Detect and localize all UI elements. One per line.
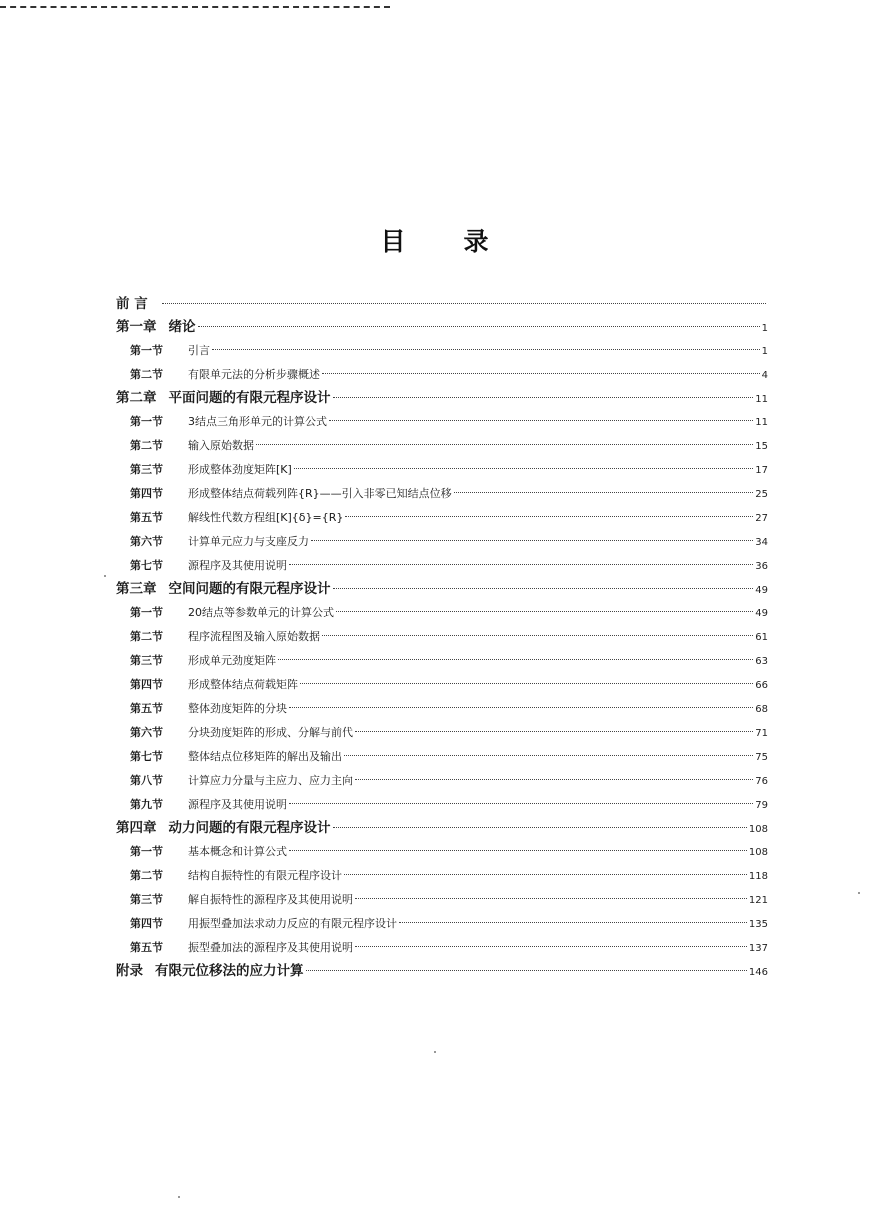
- toc-section-entry[interactable]: [116, 721, 768, 745]
- title-char-right: 录: [463, 227, 489, 256]
- dot-leader: [300, 683, 753, 684]
- entry-title: 计算单元应力与支座反力: [188, 535, 309, 548]
- entry-label: 第五节: [130, 702, 163, 715]
- entry-label: 第一节: [130, 344, 163, 357]
- page-number: 49: [755, 608, 768, 619]
- entry-title: 形成整体结点荷载列阵{R}——引入非零已知结点位移: [188, 487, 452, 500]
- page-number: 75: [755, 752, 768, 763]
- entry-label: 第一节: [130, 845, 163, 858]
- entry-title: 动力问题的有限元程序设计: [168, 820, 331, 836]
- entry-label: 第一节: [130, 606, 163, 619]
- page-number: 1: [761, 323, 768, 334]
- dot-leader: [355, 731, 753, 732]
- toc-section-entry[interactable]: [116, 673, 768, 697]
- dot-leader: [333, 397, 754, 398]
- page-number: 11: [755, 394, 768, 405]
- entry-label: 第七节: [130, 559, 163, 572]
- page-number: 66: [755, 680, 768, 691]
- entry-title: 有限单元法的分析步骤概述: [188, 368, 320, 381]
- page-number: 11: [755, 417, 768, 428]
- toc-section-entry[interactable]: [116, 601, 768, 625]
- page-number: 25: [755, 489, 768, 500]
- entry-title: 引言: [188, 344, 210, 357]
- dot-leader: [294, 468, 753, 469]
- entry-title: 输入原始数据: [188, 439, 254, 452]
- entry-label: 第三节: [130, 463, 163, 476]
- page-number: 79: [755, 800, 768, 811]
- dot-leader: [198, 326, 760, 327]
- dot-leader: [212, 349, 760, 350]
- entry-title: 解自振特性的源程序及其使用说明: [188, 893, 353, 906]
- dot-leader: [399, 922, 747, 923]
- entry-label: 第三章: [116, 581, 157, 597]
- toc-section-entry[interactable]: [116, 840, 768, 864]
- toc-section-entry[interactable]: [116, 697, 768, 721]
- entry-title: 20结点等参数单元的计算公式: [188, 606, 334, 619]
- entry-title: 整体结点位移矩阵的解出及输出: [188, 750, 342, 763]
- page-number: 121: [748, 895, 768, 906]
- toc-chapter-entry[interactable]: [116, 293, 768, 316]
- dot-leader: [333, 827, 747, 828]
- entry-label: 第五节: [130, 511, 163, 524]
- entry-label: 第二节: [130, 368, 163, 381]
- entry-label: 第四章: [116, 820, 157, 836]
- toc-section-entry[interactable]: [116, 530, 768, 554]
- toc-chapter-entry[interactable]: [116, 578, 768, 601]
- page-number: 71: [755, 728, 768, 739]
- dot-leader: [355, 946, 747, 947]
- entry-label: 第九节: [130, 798, 163, 811]
- dot-leader: [344, 874, 747, 875]
- entry-title: 有限元位移法的应力计算: [155, 963, 304, 979]
- toc-section-entry[interactable]: [116, 339, 768, 363]
- entry-label: 第三节: [130, 654, 163, 667]
- toc-chapter-entry[interactable]: [116, 960, 768, 983]
- toc-chapter-entry[interactable]: [116, 817, 768, 840]
- table-of-contents: [116, 293, 768, 983]
- page-number: 61: [755, 632, 768, 643]
- dot-leader: [454, 492, 754, 493]
- dot-leader: [289, 707, 753, 708]
- page-number: 76: [755, 776, 768, 787]
- entry-title: 形成整体劲度矩阵[K]: [188, 463, 292, 476]
- toc-section-entry[interactable]: [116, 554, 768, 578]
- entry-label: 第二节: [130, 869, 163, 882]
- page-number: 135: [748, 919, 768, 930]
- entry-label: 第五节: [130, 941, 163, 954]
- toc-section-entry[interactable]: [116, 458, 768, 482]
- dot-leader: [289, 564, 753, 565]
- toc-section-entry[interactable]: [116, 793, 768, 817]
- entry-label: 第一节: [130, 415, 163, 428]
- entry-label: 第四节: [130, 678, 163, 691]
- dot-leader: [311, 540, 753, 541]
- entry-title: 空间问题的有限元程序设计: [168, 581, 331, 597]
- entry-title: 平面问题的有限元程序设计: [168, 390, 331, 406]
- page-number: 63: [755, 656, 768, 667]
- toc-section-entry[interactable]: [116, 410, 768, 434]
- entry-label: 第七节: [130, 750, 163, 763]
- entry-title: 结构自振特性的有限元程序设计: [188, 869, 342, 882]
- toc-chapter-entry[interactable]: [116, 387, 768, 410]
- entry-label: 第三节: [130, 893, 163, 906]
- dot-leader: [344, 755, 753, 756]
- toc-section-entry[interactable]: [116, 864, 768, 888]
- page-number: 1: [761, 346, 768, 357]
- page-number: 108: [748, 847, 768, 858]
- toc-section-entry[interactable]: [116, 912, 768, 936]
- entry-title: 源程序及其使用说明: [188, 798, 287, 811]
- page-number: 4: [761, 370, 768, 381]
- toc-section-entry[interactable]: [116, 888, 768, 912]
- entry-title: 源程序及其使用说明: [188, 559, 287, 572]
- toc-section-entry[interactable]: [116, 506, 768, 530]
- title-char-left: 目: [380, 227, 406, 256]
- entry-label: 第二节: [130, 439, 163, 452]
- entry-title: 振型叠加法的源程序及其使用说明: [188, 941, 353, 954]
- entry-label: 前 言: [116, 296, 148, 312]
- entry-title: 整体劲度矩阵的分块: [188, 702, 287, 715]
- page-number: 34: [755, 537, 768, 548]
- page-number: 68: [755, 704, 768, 715]
- toc-section-entry[interactable]: [116, 769, 768, 793]
- entry-title: 用振型叠加法求动力反应的有限元程序设计: [188, 917, 397, 930]
- toc-section-entry[interactable]: [116, 649, 768, 673]
- entry-label: 第二章: [116, 390, 157, 406]
- page-number: 118: [748, 871, 768, 882]
- dot-leader: [345, 516, 753, 517]
- dot-leader: [306, 970, 747, 971]
- entry-label: 第四节: [130, 917, 163, 930]
- toc-section-entry[interactable]: [116, 625, 768, 649]
- entry-label: 第一章: [116, 319, 157, 335]
- page-number: 108: [748, 824, 768, 835]
- entry-label: 附录: [116, 963, 143, 979]
- page-number: 146: [748, 967, 768, 978]
- entry-title: 解线性代数方程组[K]{δ}={R}: [188, 511, 344, 524]
- dot-leader: [355, 779, 753, 780]
- dot-leader: [289, 803, 753, 804]
- entry-title: 形成单元劲度矩阵: [188, 654, 276, 667]
- dot-leader: [322, 373, 760, 374]
- dot-leader: [329, 420, 753, 421]
- dot-leader: [162, 303, 766, 304]
- page-number: 49: [755, 585, 768, 596]
- page-number: 17: [755, 465, 768, 476]
- entry-label: 第六节: [130, 726, 163, 739]
- top-dashed-line: [0, 6, 390, 8]
- entry-title: 分块劲度矩阵的形成、分解与前代: [188, 726, 353, 739]
- page-number: 137: [748, 943, 768, 954]
- dot-leader: [355, 898, 747, 899]
- dot-leader: [336, 611, 753, 612]
- page-title: [0, 222, 869, 258]
- entry-title: 绪论: [168, 319, 196, 335]
- entry-title: 计算应力分量与主应力、应力主向: [188, 774, 353, 787]
- dot-leader: [322, 635, 753, 636]
- dot-leader: [256, 444, 753, 445]
- toc-chapter-entry[interactable]: [116, 316, 768, 339]
- page-number: 27: [755, 513, 768, 524]
- toc-section-entry[interactable]: [116, 363, 768, 387]
- page-number: 15: [755, 441, 768, 452]
- entry-title: 程序流程图及输入原始数据: [188, 630, 320, 643]
- entry-title: 3结点三角形单元的计算公式: [188, 415, 327, 428]
- page-number: 36: [755, 561, 768, 572]
- dot-leader: [333, 588, 754, 589]
- toc-section-entry[interactable]: [116, 482, 768, 506]
- entry-label: 第六节: [130, 535, 163, 548]
- entry-title: 基本概念和计算公式: [188, 845, 287, 858]
- toc-section-entry[interactable]: [116, 936, 768, 960]
- dot-leader: [278, 659, 753, 660]
- dot-leader: [289, 850, 747, 851]
- entry-label: 第八节: [130, 774, 163, 787]
- toc-section-entry[interactable]: [116, 745, 768, 769]
- entry-label: 第二节: [130, 630, 163, 643]
- entry-label: 第四节: [130, 487, 163, 500]
- entry-title: 形成整体结点荷载矩阵: [188, 678, 298, 691]
- toc-section-entry[interactable]: [116, 434, 768, 458]
